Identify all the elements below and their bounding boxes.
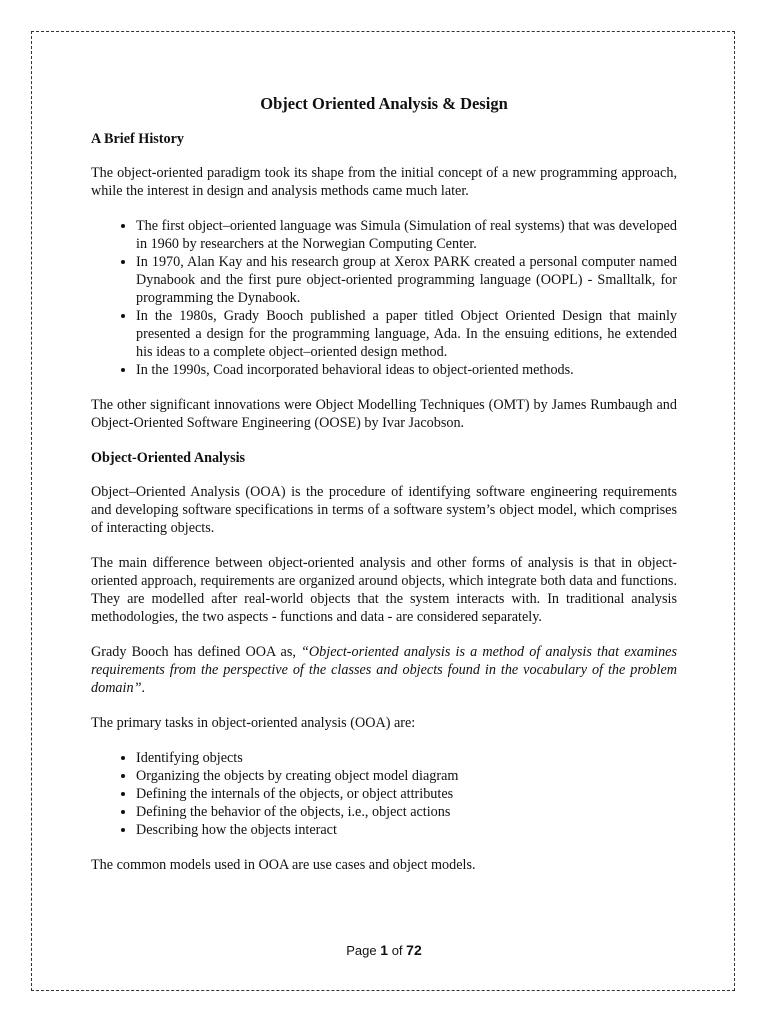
of-word: of [391, 943, 403, 958]
page-number: 1 [380, 942, 389, 958]
page-footer [0, 942, 768, 958]
document-title: Object Oriented Analysis & Design [260, 94, 508, 113]
list-item: • In the 1990s, Coad incorporated behavioral ideas to object-oriented methods. [136, 361, 677, 379]
quote-end: . [141, 680, 145, 696]
page-word: Page [346, 943, 377, 958]
list-item: • Defining the internals of the objects, or object attributes [136, 785, 677, 803]
ooa-paragraph-2: The main difference between object-oriented analysis and other forms of analysis is that in object-oriented approach, requirements are organized around objects, which integrate both data and functions. They are modelled after real-world objects that the system interacts with. In traditional analysis methodologies, the two aspects - functions and data - are considered separately. [91, 555, 677, 625]
quote-lead: Grady Booch has defined OOA as, [91, 644, 302, 660]
tasks-intro: The primary tasks in object-oriented analysis (OOA) are: [91, 715, 416, 731]
section-heading-history: A Brief History [91, 131, 184, 147]
history-outro: The other significant innovations were Object Modelling Techniques (OMT) by James Rumbaugh and Object-Oriented Software Engineering (OOSE) by Ivar Jacobson. [91, 397, 677, 431]
tasks-list [91, 749, 677, 839]
list-item: • Identifying objects [136, 749, 677, 767]
history-intro: The object-oriented paradigm took its shape from the initial concept of a new programming approach, while the interest in design and analysis methods came much later. [91, 165, 677, 199]
list-item: • Describing how the objects interact [136, 821, 677, 839]
list-item: • In 1970, Alan Kay and his research group at Xerox PARK created a personal computer named Dynabook and the first pure object-oriented programming language (OOPL) - Smalltalk, for programming the Dynabook. [136, 253, 677, 307]
ooa-paragraph-1: Object–Oriented Analysis (OOA) is the procedure of identifying software engineering requirements and developing software specifications in terms of a software system’s object model, which comprises of interacting objects. [91, 484, 677, 536]
ooa-closing: The common models used in OOA are use cases and object models. [91, 857, 476, 873]
document-body [91, 94, 677, 891]
booch-quote: “Object-oriented analysis is a method of analysis that examines requirements from the perspective of the classes and objects found in the vocabulary of the problem domain” [91, 644, 678, 696]
list-item: • The first object–oriented language was Simula (Simulation of real systems) that was developed in 1960 by researchers at the Norwegian Computing Center. [136, 217, 677, 253]
section-heading-ooa: Object-Oriented Analysis [91, 450, 246, 466]
total-pages: 72 [406, 942, 422, 958]
history-list [91, 217, 677, 379]
list-item: • Defining the behavior of the objects, i.e., object actions [136, 803, 677, 821]
list-item: • Organizing the objects by creating object model diagram [136, 767, 677, 785]
booch-quote-paragraph [91, 643, 677, 697]
list-item: • In the 1980s, Grady Booch published a paper titled Object Oriented Design that mainly presented a design for the programming language, Ada. In the ensuing editions, he extended his ideas to a complete object–oriented design method. [136, 307, 677, 361]
